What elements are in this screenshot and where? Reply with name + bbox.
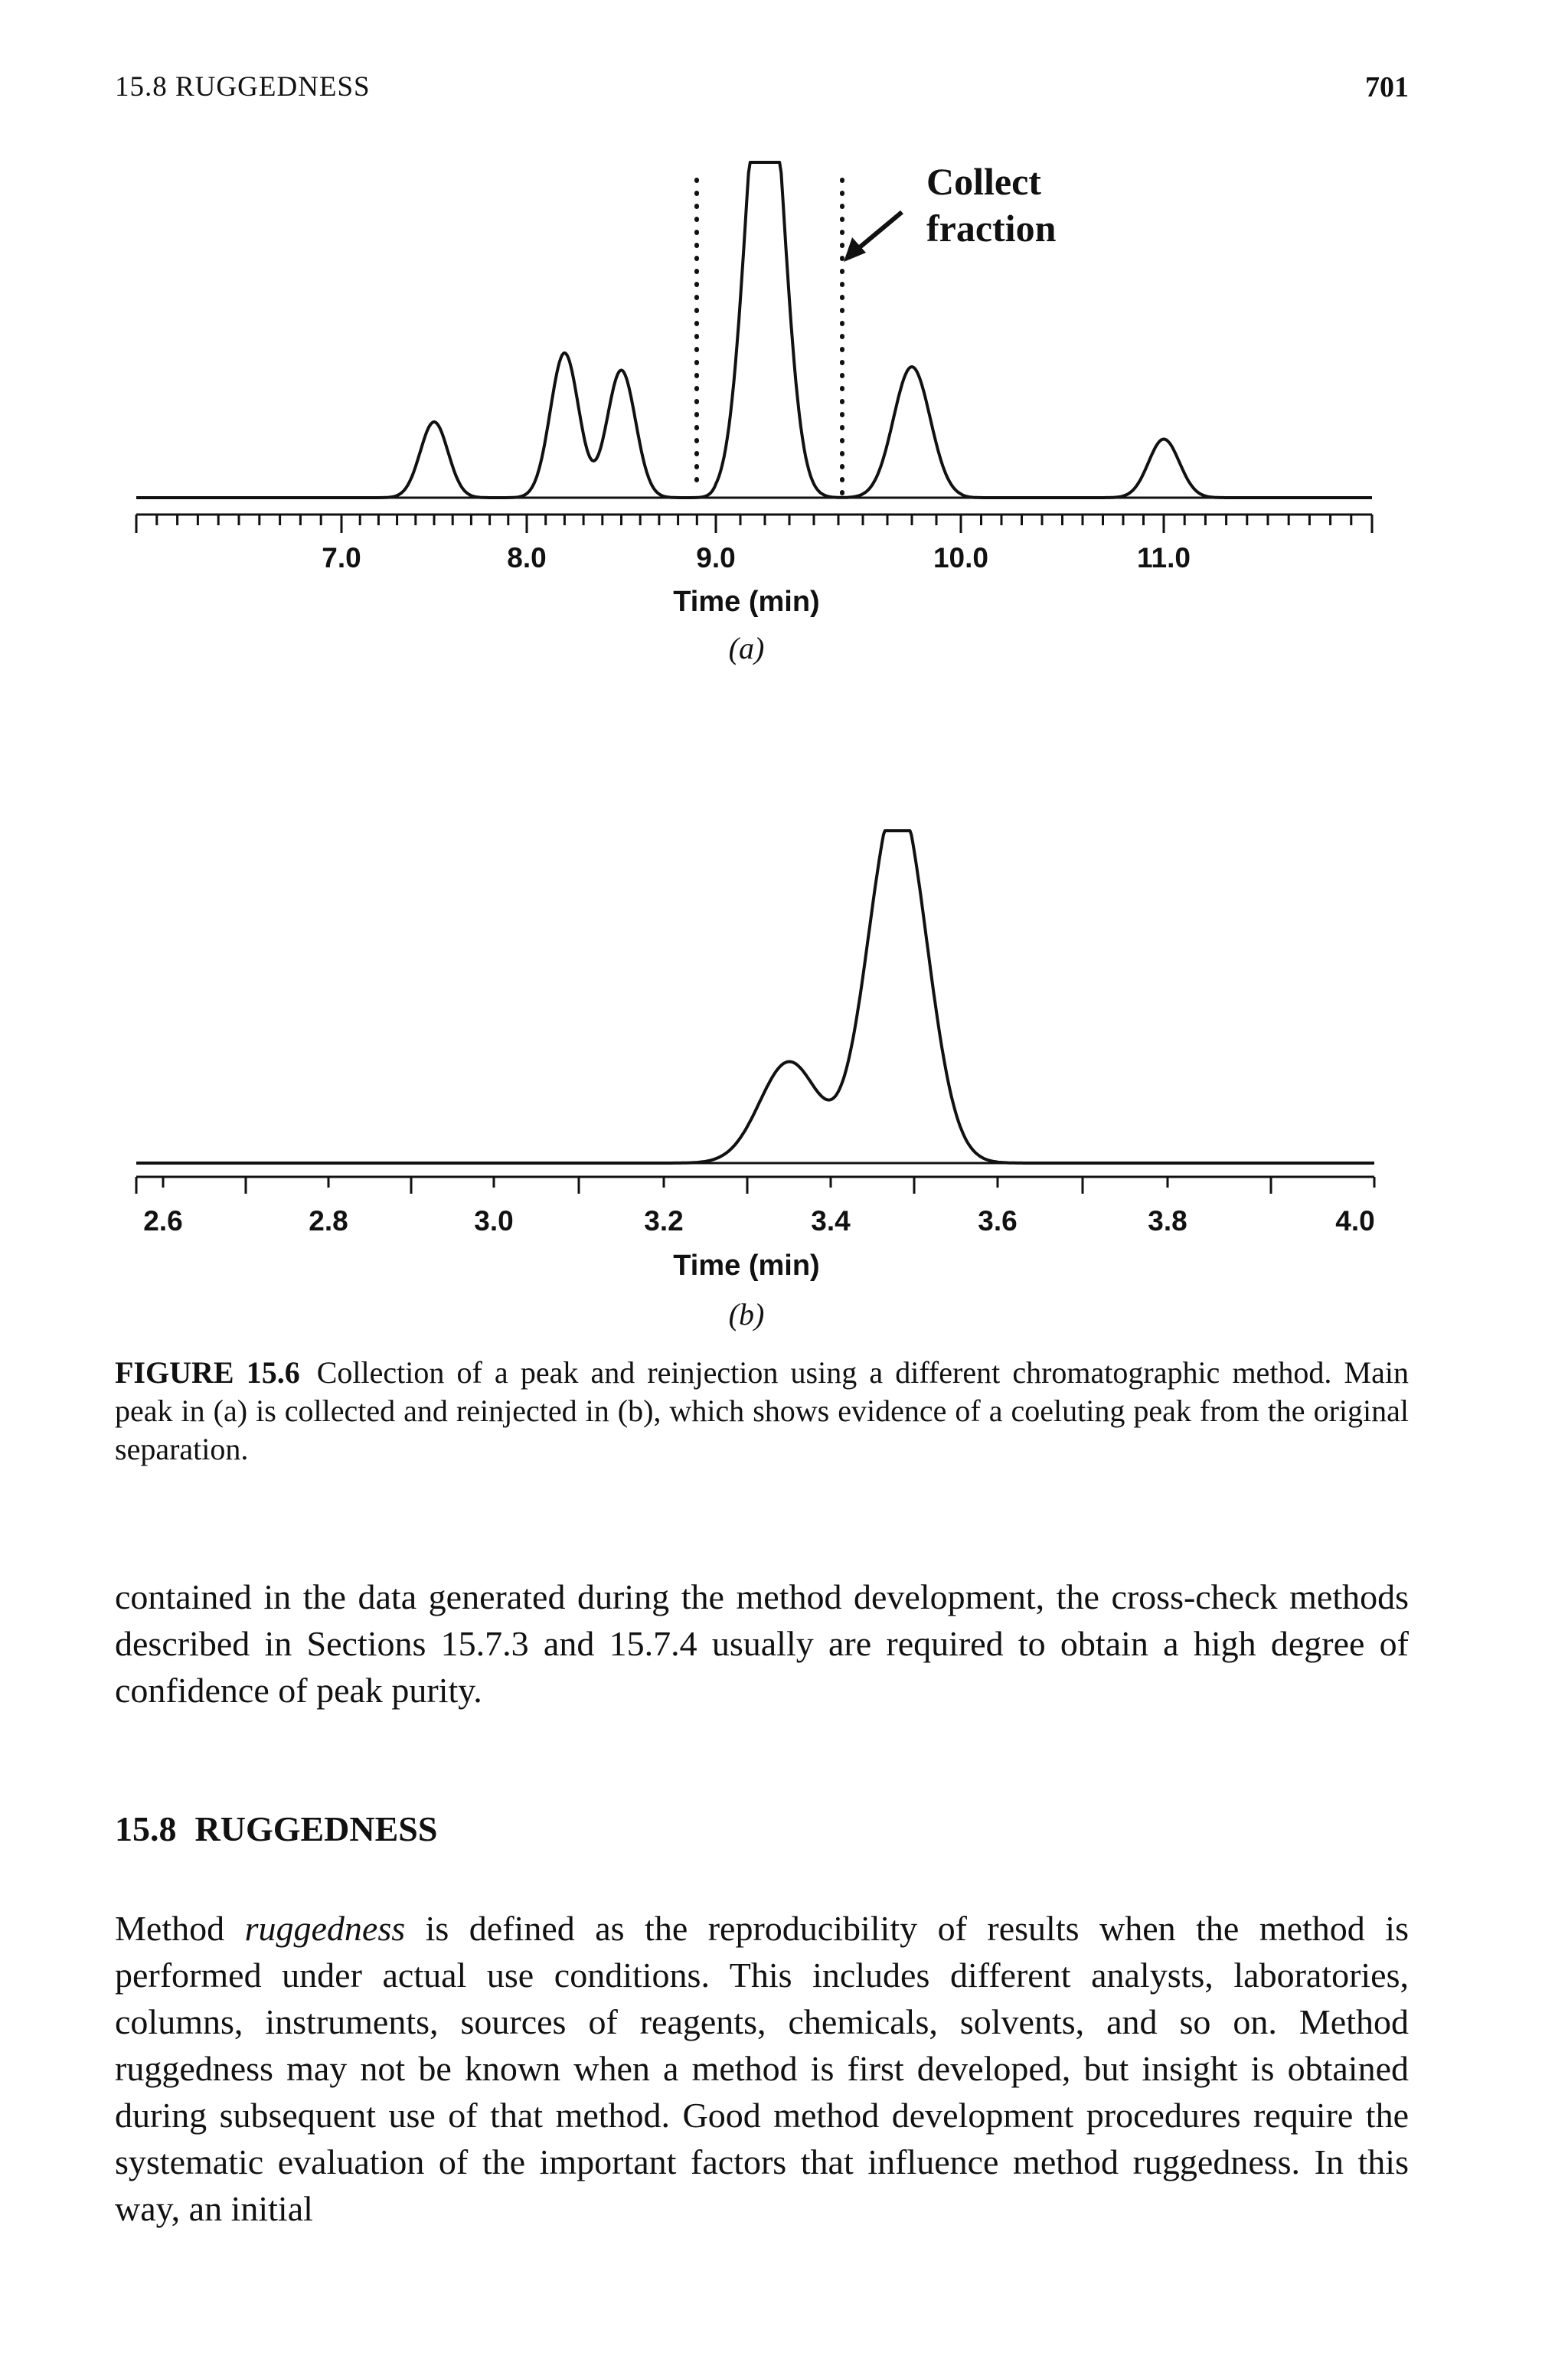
annotation-line-1: Collect: [926, 160, 1041, 203]
x-axis-title-b: Time (min): [673, 1250, 820, 1282]
figure-label: FIGURE 15.6: [115, 1355, 300, 1390]
section-number: 15.8: [115, 1809, 177, 1848]
tick-label-b: 3.6: [978, 1205, 1018, 1237]
panel-label-b: (b): [728, 1297, 765, 1332]
tick-label-b: 3.2: [644, 1205, 684, 1237]
body-paragraph: [115, 1905, 1409, 2232]
tick-label-a: 10.0: [933, 542, 989, 573]
page-number: 701: [1365, 71, 1409, 103]
section-title: RUGGEDNESS: [194, 1809, 438, 1848]
trace-a: [136, 162, 1372, 498]
tick-label-b: 4.0: [1335, 1205, 1375, 1237]
paragraph-text: is defined as the reproducibility of results when the method is performed under actual use conditions. This includes different analysts, laboratories, columns, instruments, sources of reagents, chemicals, solvents, and so on. Method ruggedness may not be known when a method is first developed, but insight is obtained during subsequent use of that method. Good method development procedures require the systematic evaluation of the important factors that influence method ruggedness. In this way, an initial: [115, 1909, 1409, 2228]
x-axis-ticks-b: [136, 1177, 1374, 1194]
annotation-line-2: fraction: [926, 207, 1057, 250]
arrow-icon: [844, 212, 902, 262]
tick-label-b: 2.8: [309, 1205, 348, 1237]
x-axis-ticks-a: [136, 515, 1372, 533]
x-axis-title-a: Time (min): [673, 586, 820, 618]
chromatogram-a: [0, 145, 1568, 681]
tick-label-a: 7.0: [322, 542, 361, 573]
tick-label-a: 11.0: [1137, 542, 1191, 573]
figure-caption: [115, 1354, 1409, 1469]
tick-label-b: 2.6: [143, 1205, 183, 1237]
running-head: [115, 70, 1409, 116]
panel-label-a: (a): [728, 631, 765, 665]
defined-term: ruggedness: [244, 1909, 406, 1948]
tick-label-a: 8.0: [507, 542, 547, 573]
body-paragraph: contained in the data generated during the method development, the cross-check methods described in Sections 15.7.3 and 15.7.4 usually are required to obtain a high degree of confidence of peak purity.: [115, 1577, 1409, 1710]
chromatogram-b: [0, 819, 1568, 1340]
section-heading: [115, 1809, 437, 1849]
paragraph-lead: Method: [115, 1909, 245, 1948]
caption-text: Collection of a peak and reinjection using a different chromatographic method. Main peak in (a) is collected and reinjected in (b), which shows evidence of a coeluting peak from the original separation.: [115, 1355, 1409, 1466]
running-head-section: 15.8 RUGGEDNESS: [115, 71, 371, 103]
trace-b: [136, 831, 1374, 1163]
tick-label-b: 3.4: [811, 1205, 851, 1237]
tick-label-b: 3.0: [474, 1205, 514, 1237]
tick-label-a: 9.0: [696, 542, 736, 573]
tick-label-b: 3.8: [1148, 1205, 1187, 1237]
